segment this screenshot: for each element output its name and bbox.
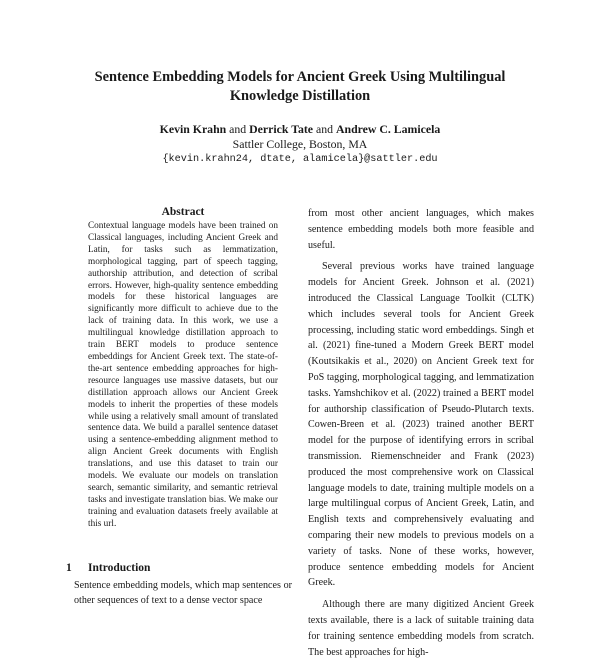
section-title: Introduction: [88, 562, 151, 574]
author-name: Andrew C. Lamicela: [336, 122, 441, 136]
author-list: [60, 122, 540, 137]
author-name: Kevin Krahn: [159, 122, 227, 136]
author-emails: {kevin.krahn24, dtate, alamicela}@sattler.edu: [162, 154, 438, 165]
right-column: [308, 206, 534, 666]
author-separator: and: [229, 122, 247, 136]
paragraph: from most other ancient languages, which makes sentence embedding models both more feasible and useful.: [308, 208, 534, 251]
author-name: Derrick Tate: [249, 122, 314, 136]
abstract-heading: Abstract: [161, 206, 205, 218]
section-number: 1: [66, 562, 72, 574]
title-line-1: Sentence Embedding Models for Ancient Greek Using Multilingual: [94, 69, 506, 85]
abstract-text: Contextual language models have been trained on Classical languages, including Ancient Greek and Latin, for tasks such as lemmatization, morphological tagging, part of speech tagging, authorship attribution, and detection of scribal errors. However, high-quality sentence embedding models for these historical languages are significantly more difficult to achieve due to the lack of training data. In this work, we use a multilingual knowledge distillation approach to train BERT models to produce sentence embeddings for Ancient Greek text. The state-of-the-art sentence embedding approaches for high-resource languages use massive datasets, but our distillation approach allows our Ancient Greek models to inherit the properties of these models while using a relatively small amount of translated sentence data. We build a parallel sentence dataset using a sentence-embedding alignment method to align Ancient Greek documents with English translations, and use this dataset to train our models. We evaluate our models on translation search, semantic similarity, and semantic retrieval tasks and investigate translation bias. We make our training and evaluation datasets freely available at this url.: [88, 221, 278, 529]
introduction-text: Sentence embedding models, which map sentences or other sequences of text to a dense vector space: [74, 580, 292, 606]
title-line-2: Knowledge Distillation: [229, 88, 371, 104]
paragraph: Several previous works have trained language models for Ancient Greek. Johnson et al. (2021) introduced the Classical Language Toolkit (CLTK) which includes several tools for Ancient Greek processing, including static word embeddings. Singh et al. (2021) fine-tuned a Modern Greek BERT model (Koutsikakis et al., 2020) on Ancient Greek text for PoS tagging, morphological tagging, and lemmatization tasks. Yamshchikov et al. (2022) trained a BERT model for authorship classification of Pseudo-Plutarch texts. Cowen-Breen et al. (2023) trained another BERT model for the purpose of identifying errors in scribal transmission. Riemenschneider and Frank (2023) produced the most comprehensive work on Classical language models to date, training multiple models on a large multilingual corpus of Ancient Greek, Latin, and English texts and comprehensively evaluating and comparing their new models to previous models on a variety of tasks. None of these works, however, produce sentence embedding models for Ancient Greek.: [308, 261, 534, 589]
section-heading-introduction: [66, 561, 286, 575]
paper-title: [60, 68, 540, 106]
paragraph: Although there are many digitized Ancient Greek texts available, there is a lack of suitable training data for training sentence embedding models from scratch. The best approaches for high-: [308, 599, 534, 658]
author-separator: and: [316, 122, 334, 136]
affiliation: Sattler College, Boston, MA: [232, 137, 368, 151]
